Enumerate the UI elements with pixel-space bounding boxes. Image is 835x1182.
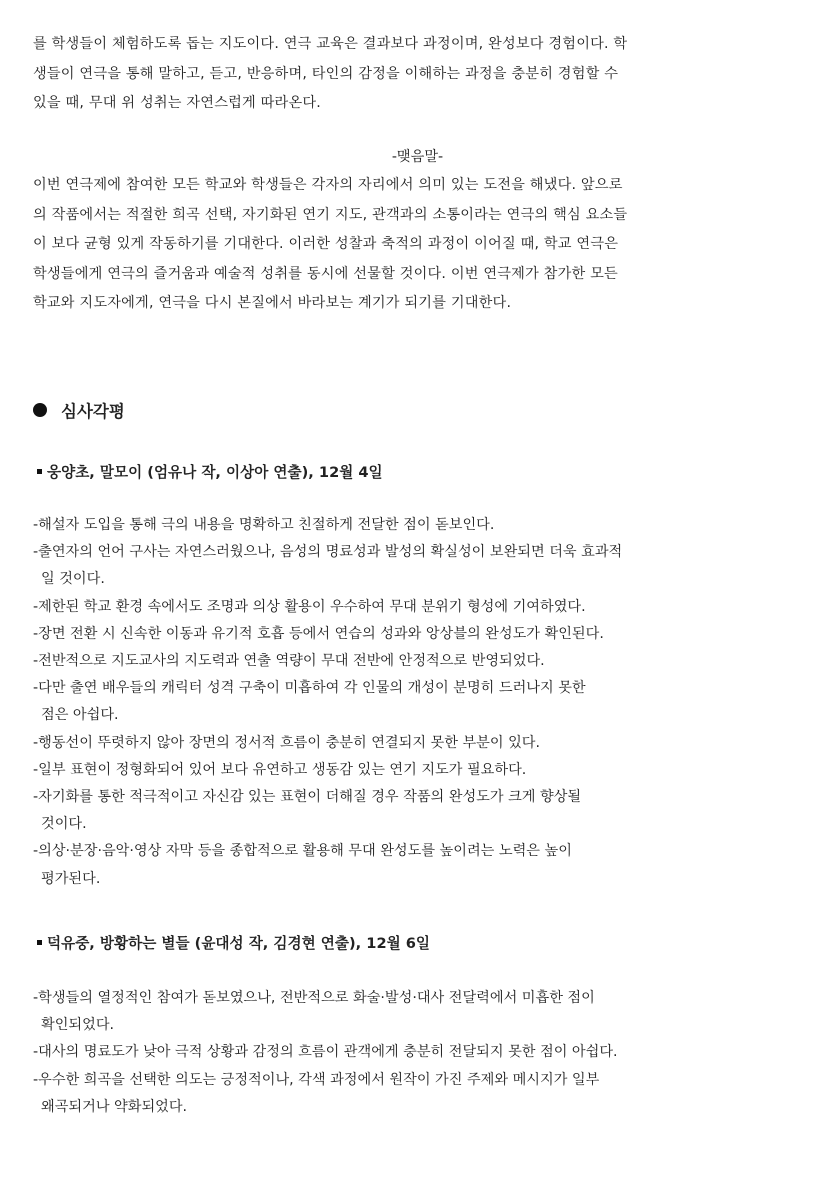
item-line-cont: 평가된다. bbox=[41, 870, 101, 887]
item-line-cont: 것이다. bbox=[41, 816, 87, 833]
list-item bbox=[33, 675, 813, 729]
item-line: -해설자 도입을 통해 극의 내용을 명확하고 친절하게 전달한 점이 돋보인다. bbox=[33, 517, 495, 533]
item-line: -의상·분장·음악·영상 자막 등을 종합적으로 활용해 무대 완성도를 높이려는 노력은 높이 bbox=[33, 843, 572, 860]
list-item bbox=[33, 985, 813, 1039]
item-line-cont: 왜곡되거나 약화되었다. bbox=[41, 1098, 188, 1115]
item-line: -출연자의 언어 구사는 자연스러웠으나, 음성의 명료성과 발성의 확실성이 보완되면 더욱 효과적 bbox=[33, 544, 623, 561]
review-heading bbox=[37, 932, 430, 953]
section-title: 심사각평 bbox=[61, 402, 125, 421]
square-bullet-icon bbox=[37, 469, 42, 474]
list-item bbox=[33, 1039, 813, 1066]
list-item bbox=[33, 1067, 813, 1121]
list-item bbox=[33, 730, 813, 757]
item-line: -제한된 학교 환경 속에서도 조명과 의상 활용이 우수하여 무대 분위기 형성에 기여하였다. bbox=[33, 598, 586, 615]
paragraph-line: 있을 때, 무대 위 성취는 자연스럽게 따라온다. bbox=[33, 95, 321, 111]
paragraph-line: 이 보다 균형 있게 작동하기를 기대한다. 이러한 성찰과 축적의 과정이 이어질 때, 학교 연극은 bbox=[33, 236, 619, 252]
item-line: -학생들의 열정적인 참여가 돋보였으나, 전반적으로 화술·발성·대사 전달력에서 미흡한 점이 bbox=[33, 990, 595, 1006]
list-item bbox=[33, 512, 813, 539]
paragraph-line: 를 학생들이 체험하도록 돕는 지도이다. 연극 교육은 결과보다 과정이며, 완성보다 경험이다. 학 bbox=[33, 36, 628, 52]
review-heading bbox=[37, 461, 383, 482]
item-line-cont: 확인되었다. bbox=[41, 1017, 115, 1034]
review-list bbox=[33, 512, 813, 893]
bullet-dot-icon bbox=[33, 403, 47, 417]
paragraph-line: 이번 연극제에 참여한 모든 학교와 학생들은 각자의 자리에서 의미 있는 도전을 해냈다. 앞으로 bbox=[33, 177, 623, 193]
item-line: -자기화를 통한 적극적이고 자신감 있는 표현이 더해질 경우 작품의 완성도가 크게 향상될 bbox=[33, 789, 582, 806]
item-line: -우수한 희곡을 선택한 의도는 긍정적이나, 각색 과정에서 원작이 가진 주제와 메시지가 일부 bbox=[33, 1071, 600, 1088]
list-item bbox=[33, 784, 813, 838]
list-item bbox=[33, 539, 813, 593]
item-line: -일부 표현이 정형화되어 있어 보다 유연하고 생동감 있는 연기 지도가 필요하다. bbox=[33, 761, 527, 778]
section-heading bbox=[33, 398, 125, 422]
paragraph-line: 학교와 지도자에게, 연극을 다시 본질에서 바라보는 계기가 되기를 기대한다. bbox=[33, 295, 512, 311]
paragraph-line: 생들이 연극을 통해 말하고, 듣고, 반응하며, 타인의 감정을 이해하는 과정을 충분히 경험할 수 bbox=[33, 65, 619, 82]
square-bullet-icon bbox=[37, 940, 42, 945]
item-line-cont: 일 것이다. bbox=[41, 571, 105, 588]
closing-title: -맺음말- bbox=[391, 149, 444, 165]
item-line: -다만 출연 배우들의 캐릭터 성격 구축이 미흡하여 각 인물의 개성이 분명히 드러나지 못한 bbox=[33, 680, 586, 697]
intro-paragraph bbox=[33, 30, 803, 119]
item-line: -전반적으로 지도교사의 지도력과 연출 역량이 무대 전반에 안정적으로 반영되었다. bbox=[33, 653, 545, 670]
review-heading-text: 웅양초, 말모이 (엄유나 작, 이상아 연출), 12월 4일 bbox=[47, 464, 383, 481]
item-line: -대사의 명료도가 낮아 극적 상황과 감정의 흐름이 관객에게 충분히 전달되지 못한 점이 아쉽다. bbox=[33, 1044, 618, 1061]
list-item bbox=[33, 838, 813, 892]
closing-paragraph bbox=[33, 171, 803, 319]
review-heading-text: 덕유중, 방황하는 별들 (윤대성 작, 김경현 연출), 12월 6일 bbox=[47, 935, 431, 952]
paragraph-line: 의 작품에서는 적절한 희곡 선택, 자기화된 연기 지도, 관객과의 소통이라는 연극의 핵심 요소들 bbox=[33, 206, 628, 223]
item-line: -장면 전환 시 신속한 이동과 유기적 호흡 등에서 연습의 성과와 앙상블의 완성도가 확인된다. bbox=[33, 625, 604, 642]
item-line-cont: 점은 아쉽다. bbox=[41, 707, 119, 724]
list-item bbox=[33, 621, 813, 648]
review-list bbox=[33, 985, 813, 1121]
item-line: -행동선이 뚜렷하지 않아 장면의 정서적 흐름이 충분히 연결되지 못한 부분이 있다. bbox=[33, 734, 540, 751]
list-item bbox=[33, 648, 813, 675]
list-item bbox=[33, 757, 813, 784]
paragraph-line: 학생들에게 연극의 즐거움과 예술적 성취를 동시에 선물할 것이다. 이번 연극제가 참가한 모든 bbox=[33, 265, 618, 282]
list-item bbox=[33, 594, 813, 621]
